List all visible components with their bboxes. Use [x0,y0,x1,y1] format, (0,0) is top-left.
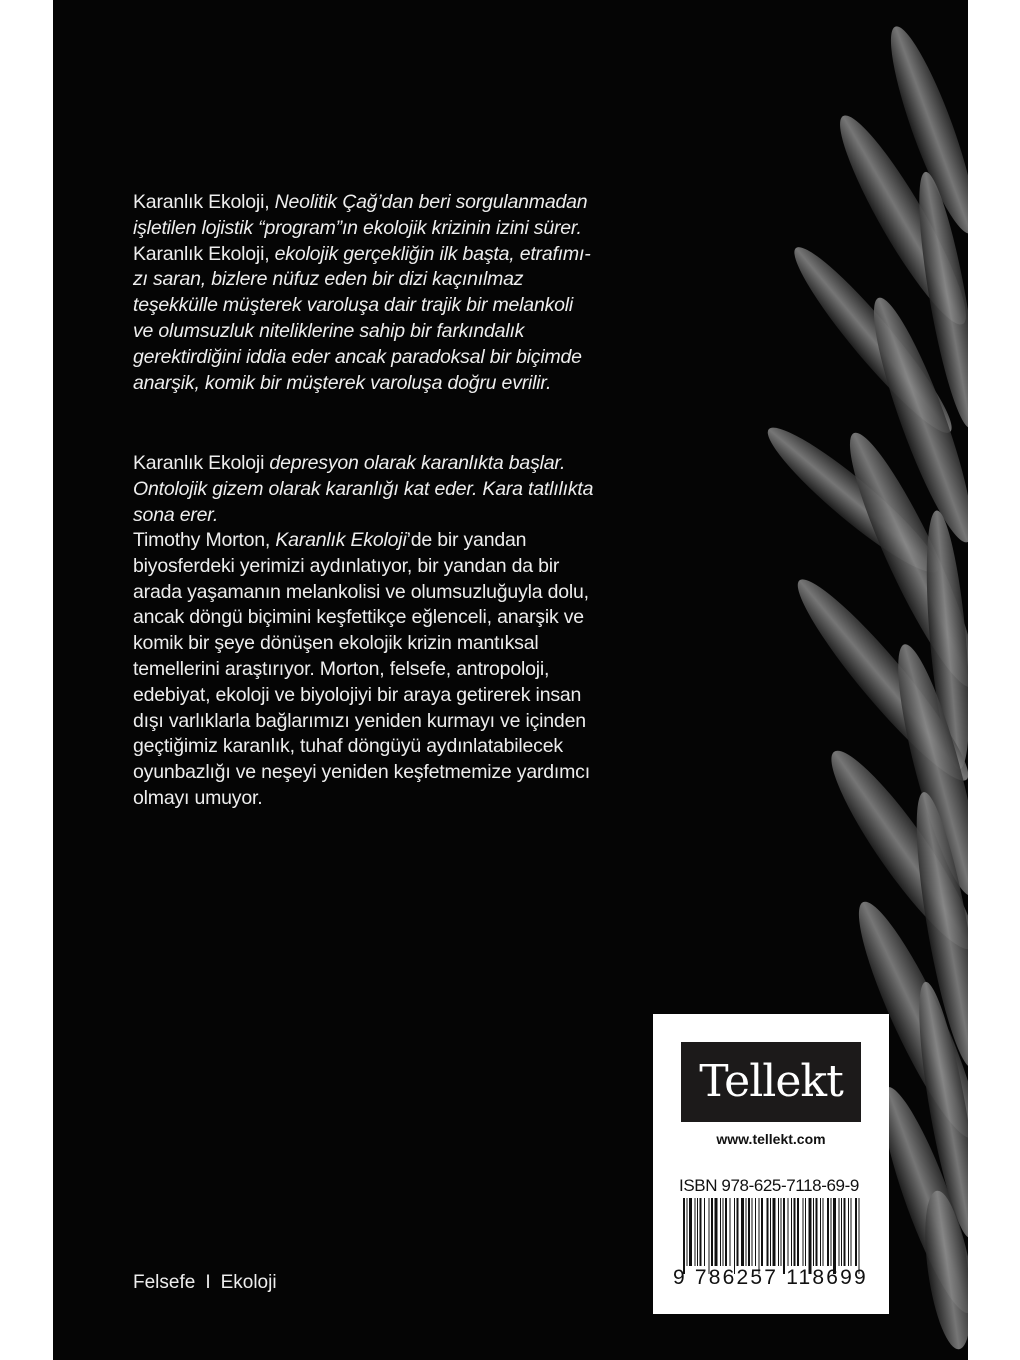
barcode-bar [715,1198,718,1266]
text-segment: oyunbazlığı ve neşeyi yeniden keşfetmemize yardımcı [133,761,590,784]
text-line [133,734,590,760]
barcode-bar [823,1198,824,1266]
text-segment: zı saran, bizlere nüfuz eden bir dizi kaçınılmaz [133,268,524,291]
text-line [133,657,590,683]
barcode-bar [748,1198,750,1266]
text-segment: geçtiğimiz karanlık, tuhaf döngüyü aydınlatabilecek [133,735,563,758]
barcode-bar [752,1198,753,1266]
barcode-bar [848,1198,849,1266]
category-philosophy: Felsefe [133,1272,196,1293]
text-line [133,216,591,242]
text-line [133,345,591,371]
text-segment: temellerini araştırıyor. Morton, felsefe, antropoloji, [133,657,550,680]
logo-text: Tellekt [699,1056,843,1107]
text-line [133,242,591,268]
barcode-bar [788,1198,789,1266]
barcode-bar [803,1198,804,1266]
text-segment: Karanlık Ekoloji, [133,242,275,265]
barcode-bar [813,1198,814,1266]
barcode-bar [704,1198,705,1266]
category-ecology: Ekoloji [220,1272,277,1293]
barcode-bar [734,1198,735,1274]
text-line [133,760,590,786]
text-line [133,451,593,477]
book-back-cover [53,0,968,1360]
barcode-bar [755,1198,756,1266]
text-segment: Karanlık Ekoloji [133,452,270,474]
barcode-bar [770,1198,771,1266]
barcode-bar [791,1198,792,1266]
publisher-label [653,1014,889,1314]
barcode-bar [781,1198,782,1266]
text-segment: anarşik, komik bir müşterek varoluşa doğru evrilir. [133,371,552,394]
barcode-bar [746,1198,747,1266]
blurb-paragraph-2 [133,451,593,528]
barcode-bar [851,1198,852,1266]
barcode [683,1198,865,1274]
barcode-bar [816,1198,818,1266]
barcode-bar [831,1198,832,1266]
barcode-bar [687,1198,688,1266]
barcode-bar [820,1198,821,1266]
text-segment: Timothy Morton, [133,529,276,551]
barcode-bar [737,1198,739,1266]
barcode-bar [711,1198,713,1266]
text-segment: ancak döngü biçimini keşfettikçe eğlenceli, anarşik ve [133,606,584,629]
text-segment: ’de bir yandan [406,529,527,551]
barcode-bar [827,1198,829,1266]
barcode-bar [759,1198,760,1274]
isbn-text: ISBN 978-625-7118-69-9 [679,1176,859,1195]
barcode-bar [723,1198,724,1266]
barcode-bar [683,1198,685,1274]
text-line [133,503,593,529]
barcode-bar [725,1198,727,1266]
text-line [133,605,590,631]
text-segment: işletilen lojistik “program”ın ekolojik krizinin izini sürer. [133,216,582,239]
barcode-bar [783,1198,785,1274]
barcode-bar [767,1198,769,1266]
text-segment: depresyon olarak karanlıkta başlar. [269,452,566,474]
text-segment: arada yaşamanın melankolisi ve olumsuzluğuyla dolu, [133,580,589,603]
text-segment: Neolitik Çağ’dan beri sorgulanmadan [274,191,588,213]
text-segment: dışı varlıklarla bağlarımızı yeniden kurmayı ve içinden [133,709,586,732]
text-line [133,371,591,397]
barcode-digits: 9 786257 118699 [673,1266,868,1289]
barcode-bar [695,1198,696,1266]
barcode-bar [720,1198,721,1266]
publisher-url: www.tellekt.com [716,1131,826,1147]
text-line [133,477,593,503]
barcode-bar [839,1198,840,1266]
text-line [133,319,591,345]
barcode-bar [859,1198,860,1274]
text-segment: Ontolojik gizem olarak karanlığı kat eder. Kara tatlılıkta [133,477,594,500]
text-line [133,267,591,293]
barcode-bar [697,1198,698,1266]
publisher-logo [681,1042,861,1122]
text-segment: Karanlık Ekoloji, [133,191,275,213]
barcode-bar [841,1198,842,1266]
barcode-bar [833,1198,836,1274]
text-line [133,786,590,812]
text-segment: biyosferdeki yerimizi aydınlatıyor, bir yandan da bir [133,554,560,577]
barcode-bar [797,1198,799,1266]
text-segment: ekolojik gerçekliğin ilk başta, etrafımı- [274,242,591,265]
text-segment: gerektirdiğini iddia eder ancak paradoksal bir biçimde [133,345,582,368]
barcode-bar [700,1198,702,1266]
text-segment: sona erer. [133,503,219,526]
barcode-bar [741,1198,744,1266]
barcode-bar [761,1198,763,1266]
text-line [133,190,591,216]
text-line [133,293,591,319]
text-line [133,631,590,657]
barcode-bar [730,1198,731,1266]
barcode-bar [855,1198,857,1266]
barcode-bar [709,1198,710,1274]
text-segment: olmayı umuyor. [133,786,263,809]
category-separator: I [205,1272,211,1293]
blurb-paragraph-3 [133,528,590,812]
text-line [133,528,590,554]
barcode-bar [689,1198,692,1266]
blurb-paragraph-1 [133,190,591,396]
barcode-bar [809,1198,812,1274]
text-line [133,580,590,606]
text-segment: Karanlık Ekoloji [275,529,407,551]
barcode-bar [794,1198,796,1266]
barcode-bar [773,1198,776,1266]
text-line [133,554,590,580]
categories [133,1272,277,1294]
barcode-bar [778,1198,779,1266]
text-segment: teşekkülle müşterek varoluşa dair trajik bir melankoli [133,294,574,317]
text-line [133,683,590,709]
barcode-bar [805,1198,806,1266]
text-segment: komik bir şeye dönüşen ekolojik krizin mantıksal [133,632,539,655]
text-segment: ve olumsuzluk niteliklerine sahip bir farkındalık [133,319,525,342]
barcode-bar [844,1198,846,1266]
text-line [133,709,590,735]
text-segment: edebiyat, ekoloji ve biyolojiyi bir araya getirerek insan [133,683,582,706]
